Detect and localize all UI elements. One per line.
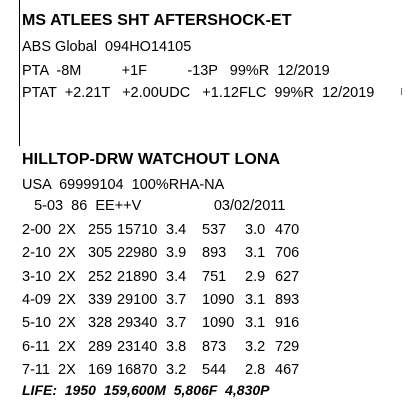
lactation-cell: 289 bbox=[88, 338, 113, 355]
lactation-cell: 3.7 bbox=[166, 315, 187, 332]
lactation-cell: 3.2 bbox=[245, 338, 266, 355]
lactation-cell: 751 bbox=[202, 268, 227, 285]
lactation-cell: 29100 bbox=[117, 291, 158, 308]
lactation-cell: 16870 bbox=[117, 361, 158, 378]
lactation-cell: 706 bbox=[275, 245, 300, 262]
life-totals: LIFE: 1950 159,600M 5,806F 4,830P bbox=[22, 382, 270, 398]
lactation-cell: 255 bbox=[88, 222, 113, 238]
lactation-cell: 2X bbox=[58, 315, 76, 332]
lactation-cell: 22980 bbox=[117, 245, 158, 262]
lactation-cell: 169 bbox=[88, 361, 113, 378]
lactation-cell: 3.4 bbox=[166, 268, 187, 285]
sire-ptat: PTAT +2.21T +2.00UDC +1.12FLC 99%R 12/2019 bbox=[22, 85, 375, 101]
lactation-cell: 3.1 bbox=[245, 315, 266, 332]
lactation-cell: 3.1 bbox=[245, 291, 266, 308]
lactation-cell: 328 bbox=[88, 315, 113, 332]
lactation-cell: 6-11 bbox=[22, 338, 50, 355]
lactation-cell: 339 bbox=[88, 291, 113, 308]
lactation-cell: 2X bbox=[58, 222, 76, 238]
lactation-cell: 544 bbox=[202, 361, 227, 378]
lactation-cell: 305 bbox=[88, 245, 113, 262]
lactation-cell: 7-11 bbox=[22, 361, 50, 378]
lactation-cell: 537 bbox=[202, 222, 227, 238]
lactation-cell: 23140 bbox=[117, 338, 158, 355]
lactation-cell: 3.2 bbox=[166, 361, 187, 378]
lactation-cell: 467 bbox=[275, 361, 300, 378]
dam-ids: USA 69999104 100%RHA-NA bbox=[22, 177, 225, 193]
dam-name: HILLTOP-DRW WATCHOUT LONA bbox=[22, 151, 281, 168]
lactation-cell: 470 bbox=[275, 222, 300, 238]
lactation-cell: 1090 bbox=[202, 291, 235, 308]
lactation-cell: 3.4 bbox=[166, 222, 187, 238]
lactation-cell: 5-10 bbox=[22, 315, 52, 332]
lactation-cell: 916 bbox=[275, 315, 300, 332]
lactation-cell: 252 bbox=[88, 268, 113, 285]
sire-pta: PTA -8M +1F -13P 99%R 12/2019 bbox=[22, 63, 330, 79]
lactation-cell: 3.7 bbox=[166, 291, 187, 308]
lactation-cell: 15710 bbox=[117, 222, 158, 238]
lactation-cell: 1090 bbox=[202, 315, 235, 332]
right-edge-tick bbox=[401, 88, 402, 95]
lactation-cell: 2.9 bbox=[245, 268, 266, 285]
dam-classification: 5-03 86 EE++V 03/02/2011 bbox=[22, 198, 286, 214]
lactation-cell: 3.8 bbox=[166, 338, 187, 355]
lactation-cell: 2-00 bbox=[22, 222, 52, 238]
lactation-cell: 21890 bbox=[117, 268, 158, 285]
lactation-cell: 2X bbox=[58, 291, 76, 308]
lactation-cell: 3-10 bbox=[22, 268, 52, 285]
lactation-cell: 893 bbox=[202, 245, 227, 262]
lactation-cell: 2.8 bbox=[245, 361, 266, 378]
sire-ids: ABS Global 094HO14105 bbox=[22, 39, 192, 55]
lactation-cell: 3.0 bbox=[245, 222, 266, 238]
lactation-cell: 2X bbox=[58, 245, 76, 262]
lactation-cell: 893 bbox=[275, 291, 300, 308]
lactation-cell: 2X bbox=[58, 268, 76, 285]
lactation-cell: 627 bbox=[275, 268, 300, 285]
lactation-cell: 2X bbox=[58, 361, 76, 378]
lactation-cell: 873 bbox=[202, 338, 227, 355]
lactation-cell: 4-09 bbox=[22, 291, 52, 308]
lactation-cell: 2-10 bbox=[22, 245, 52, 262]
lactation-cell: 29340 bbox=[117, 315, 158, 332]
lactation-cell: 3.9 bbox=[166, 245, 187, 262]
lactation-cell: 2X bbox=[58, 338, 76, 355]
sire-name: MS ATLEES SHT AFTERSHOCK-ET bbox=[22, 12, 292, 29]
lactation-cell: 3.1 bbox=[245, 245, 266, 262]
lactation-cell: 729 bbox=[275, 338, 300, 355]
left-vertical-rule bbox=[19, 0, 20, 146]
